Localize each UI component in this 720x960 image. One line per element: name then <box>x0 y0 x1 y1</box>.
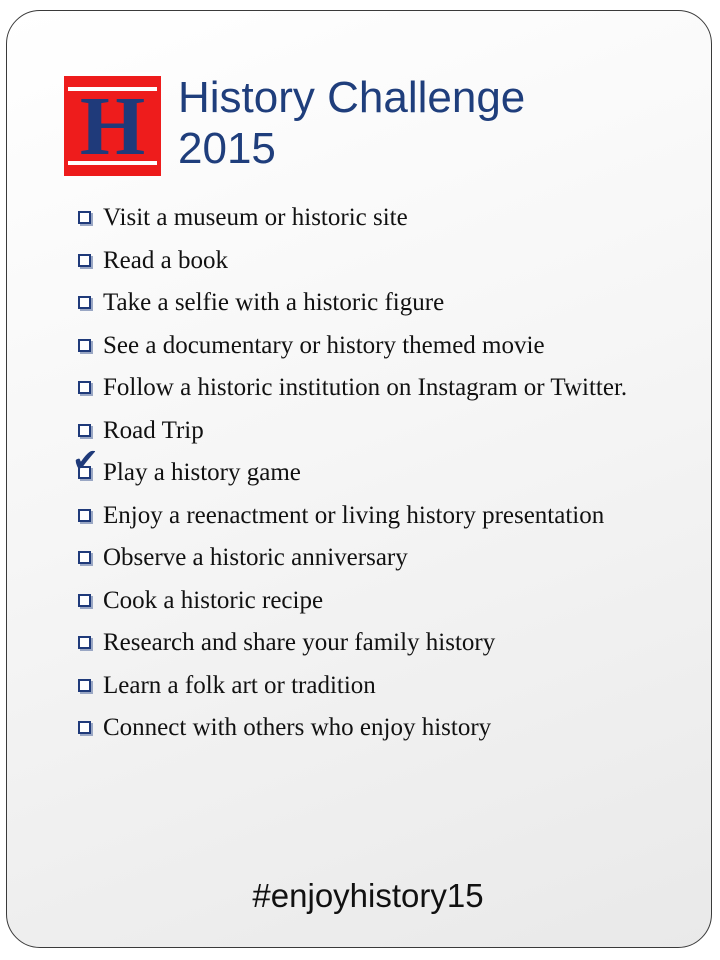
history-logo <box>64 72 161 180</box>
checklist-item-label: Research and share your family history <box>103 629 496 656</box>
checklist-item-label: Enjoy a reenactment or living history presentation <box>103 501 605 529</box>
checkbox-icon[interactable] <box>78 424 91 437</box>
checklist-item[interactable] <box>76 243 666 278</box>
checkbox-icon[interactable] <box>78 721 91 734</box>
page-title-line-2: 2015 <box>178 124 276 173</box>
checklist-item[interactable] <box>76 413 666 448</box>
logo-letter: H <box>79 80 146 173</box>
logo-stripe-bottom <box>64 176 161 180</box>
checklist-item[interactable] <box>76 285 666 320</box>
checkbox-icon[interactable] <box>78 381 91 394</box>
page-title-line-1: History Challenge <box>178 73 526 122</box>
checklist-item[interactable] <box>76 370 666 405</box>
checklist-item-checked[interactable] <box>72 441 666 490</box>
checkbox-icon[interactable] <box>78 551 91 564</box>
checklist-item[interactable] <box>76 625 666 660</box>
checklist-item-label: Read a book <box>103 246 228 274</box>
checklist-item[interactable] <box>76 583 666 618</box>
checklist-item-label: Follow a historic institution on Instagram or Twitter. <box>103 374 628 401</box>
page-title <box>178 72 658 174</box>
logo-stripe-top <box>64 72 161 76</box>
checklist-item[interactable] <box>76 668 666 703</box>
checklist-item-label: See a documentary or history themed movie <box>103 331 545 359</box>
checkbox-icon[interactable] <box>78 296 91 309</box>
checklist-item[interactable] <box>76 498 666 533</box>
checklist-item-label: Take a selfie with a historic figure <box>103 289 445 316</box>
checklist-item[interactable] <box>76 540 666 575</box>
checkbox-icon[interactable] <box>78 339 91 352</box>
checkbox-icon[interactable] <box>78 211 91 224</box>
checklist-item-label: Cook a historic recipe <box>103 586 324 614</box>
checklist-item-label: Connect with others who enjoy history <box>103 714 492 741</box>
hashtag: #enjoyhistory15 <box>252 877 484 914</box>
checklist-item[interactable] <box>76 328 666 363</box>
checklist-item-label: Observe a historic anniversary <box>103 544 408 571</box>
checklist-item-label: Learn a folk art or tradition <box>103 671 376 699</box>
checkbox-icon[interactable] <box>78 254 91 267</box>
checklist-item-label: Visit a museum or historic site <box>103 204 408 231</box>
checkbox-icon[interactable] <box>78 594 91 607</box>
checkbox-icon[interactable] <box>78 679 91 692</box>
checklist-item-label: Play a history game <box>103 459 301 486</box>
checklist-item-label: Road Trip <box>103 416 204 444</box>
checkmark-icon: ✔ <box>72 441 99 479</box>
checkbox-icon[interactable] <box>78 509 91 522</box>
checklist-item[interactable] <box>76 710 666 745</box>
checklist-item[interactable] <box>76 200 666 235</box>
checkbox-icon[interactable] <box>78 636 91 649</box>
challenge-checklist <box>72 200 666 753</box>
